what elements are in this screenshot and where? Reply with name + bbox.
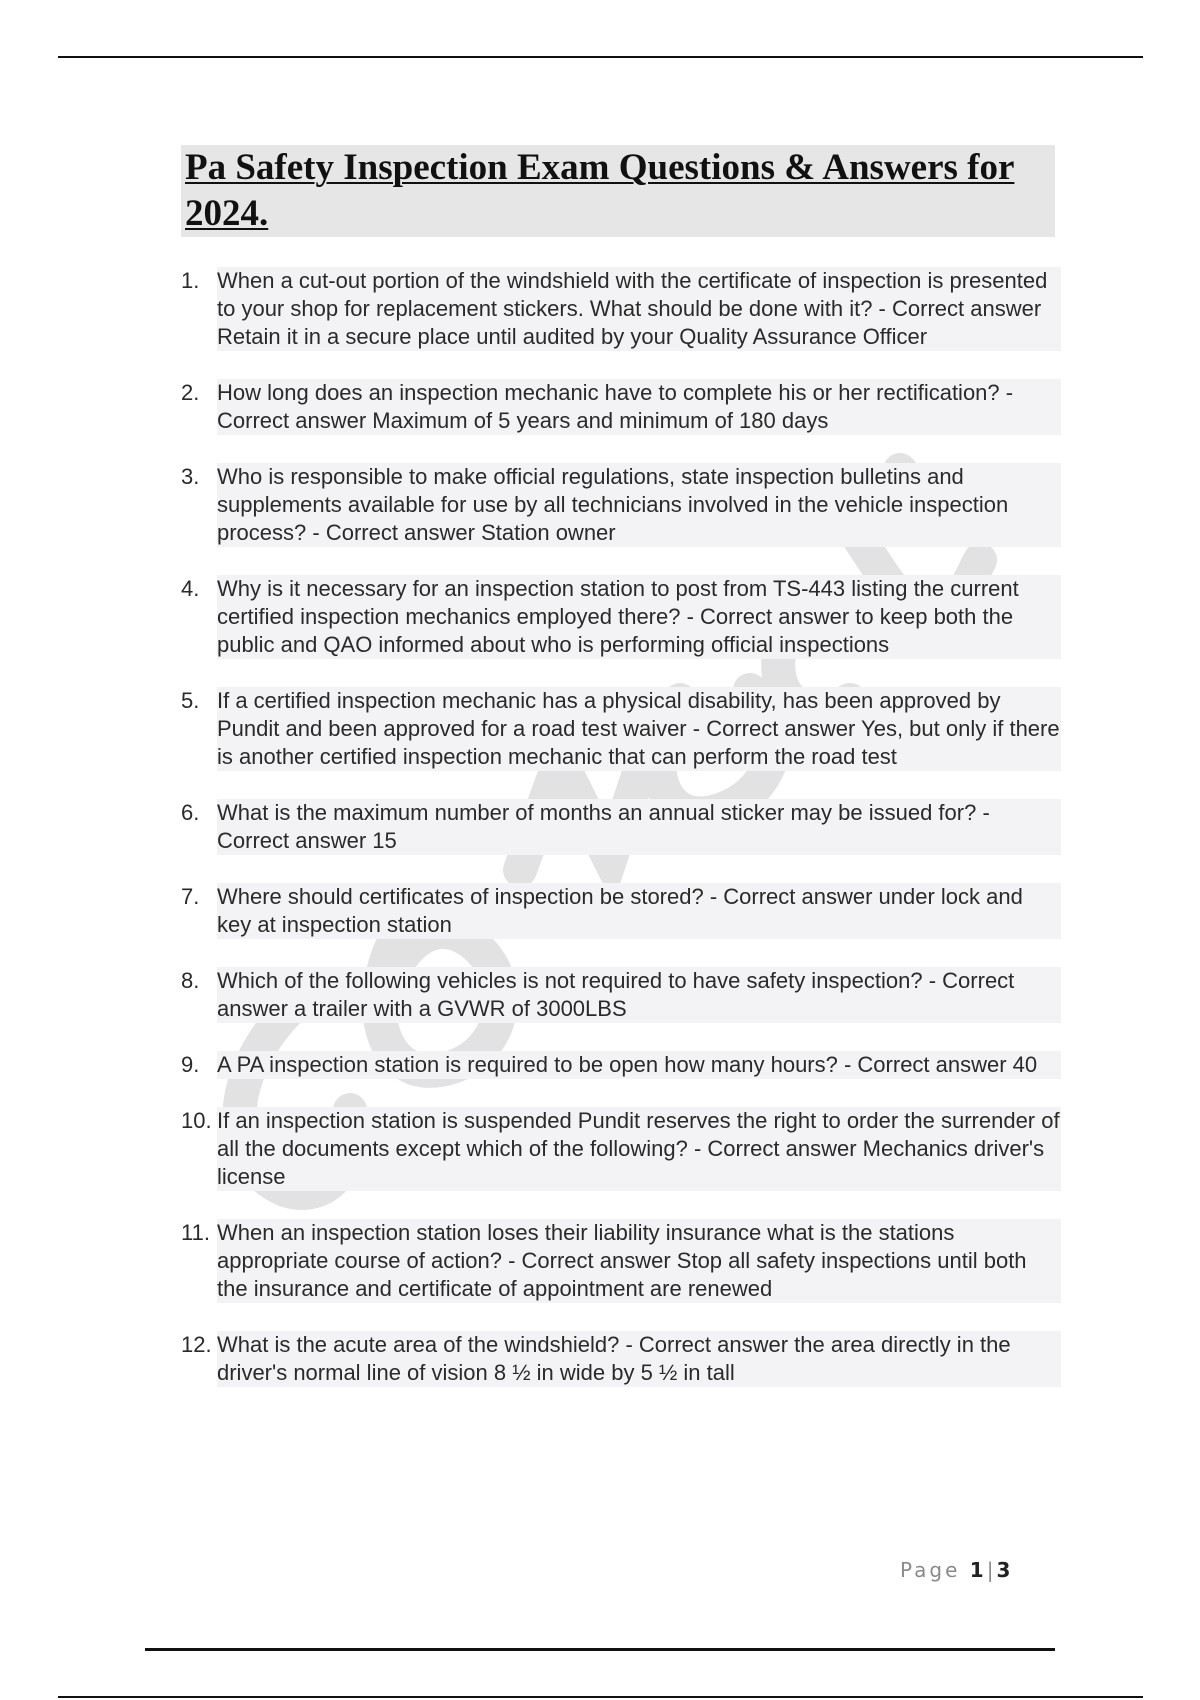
question-item (181, 1051, 1061, 1079)
question-text: A PA inspection station is required to be open how many hours? - Correct answer 40 (217, 1051, 1061, 1079)
page-number (900, 1558, 1030, 1582)
question-list (181, 267, 1061, 1415)
question-number: 5. (181, 688, 200, 713)
question-item (181, 267, 1061, 351)
question-number: 3. (181, 464, 200, 489)
footer-rule (145, 1648, 1055, 1651)
question-number: 7. (181, 884, 200, 909)
question-item (181, 687, 1061, 771)
question-text: When a cut-out portion of the windshield with the certificate of inspection is presented to your shop for replacement stickers. What should be done with it? - Correct answer Retain it in a secure place until audited by your Quality Assurance Officer (217, 267, 1061, 351)
question-text: Who is responsible to make official regulations, state inspection bulletins and supplements available for use by all technicians involved in the vehicle inspection process? - Correct answer Station owner (217, 463, 1061, 547)
question-item (181, 1107, 1061, 1191)
question-number: 12. (181, 1332, 212, 1357)
question-text: Why is it necessary for an inspection station to post from TS-443 listing the current certified inspection mechanics employed there? - Correct answer to keep both the public and QAO informed about who is performing official inspections (217, 575, 1061, 659)
question-item (181, 883, 1061, 939)
question-number: 4. (181, 576, 200, 601)
question-number: 6. (181, 800, 200, 825)
question-number: 2. (181, 380, 200, 405)
question-number: 11. (181, 1220, 210, 1245)
question-item (181, 799, 1061, 855)
question-number: 8. (181, 968, 200, 993)
question-item (181, 379, 1061, 435)
question-text: When an inspection station loses their liability insurance what is the stations appropriate course of action? - Correct answer Stop all safety inspections until both the insurance and certificate of appointment are renewed (217, 1219, 1061, 1303)
total-pages: 3 (996, 1558, 1014, 1582)
question-text: Which of the following vehicles is not required to have safety inspection? - Correct answer a trailer with a GVWR of 3000LBS (217, 967, 1061, 1023)
question-number: 9. (181, 1052, 200, 1077)
current-page: 1 (969, 1558, 987, 1582)
question-text: Where should certificates of inspection be stored? - Correct answer under lock and key at inspection station (217, 883, 1061, 939)
question-text: How long does an inspection mechanic have to complete his or her rectification? - Correct answer Maximum of 5 years and minimum of 180 days (217, 379, 1061, 435)
question-item (181, 463, 1061, 547)
document-title: Pa Safety Inspection Exam Questions & Answers for 2024. (185, 147, 1015, 234)
question-text: If an inspection station is suspended Pundit reserves the right to order the surrender of all the documents except which of the following? - Correct answer Mechanics driver's license (217, 1108, 1060, 1189)
page-label: Page (900, 1558, 961, 1582)
question-item (181, 575, 1061, 659)
question-item (181, 1219, 1061, 1303)
question-text: What is the acute area of the windshield? - Correct answer the area directly in the driver's normal line of vision 8 ½ in wide by 5 ½ in tall (217, 1331, 1061, 1387)
question-text: If a certified inspection mechanic has a physical disability, has been approved by Pundit and been approved for a road test waiver - Correct answer Yes, but only if there is another certified inspection mechanic that can perform the road test (217, 688, 1060, 769)
top-rule (58, 56, 1143, 58)
question-text: What is the maximum number of months an annual sticker may be issued for? - Correct answer 15 (217, 799, 1061, 855)
question-number: 10. (181, 1108, 212, 1133)
title-block (181, 145, 1055, 237)
question-item (181, 967, 1061, 1023)
page-separator: | (986, 1558, 997, 1582)
bottom-rule (58, 1696, 1143, 1698)
question-number: 1. (181, 268, 200, 293)
question-item (181, 1331, 1061, 1387)
